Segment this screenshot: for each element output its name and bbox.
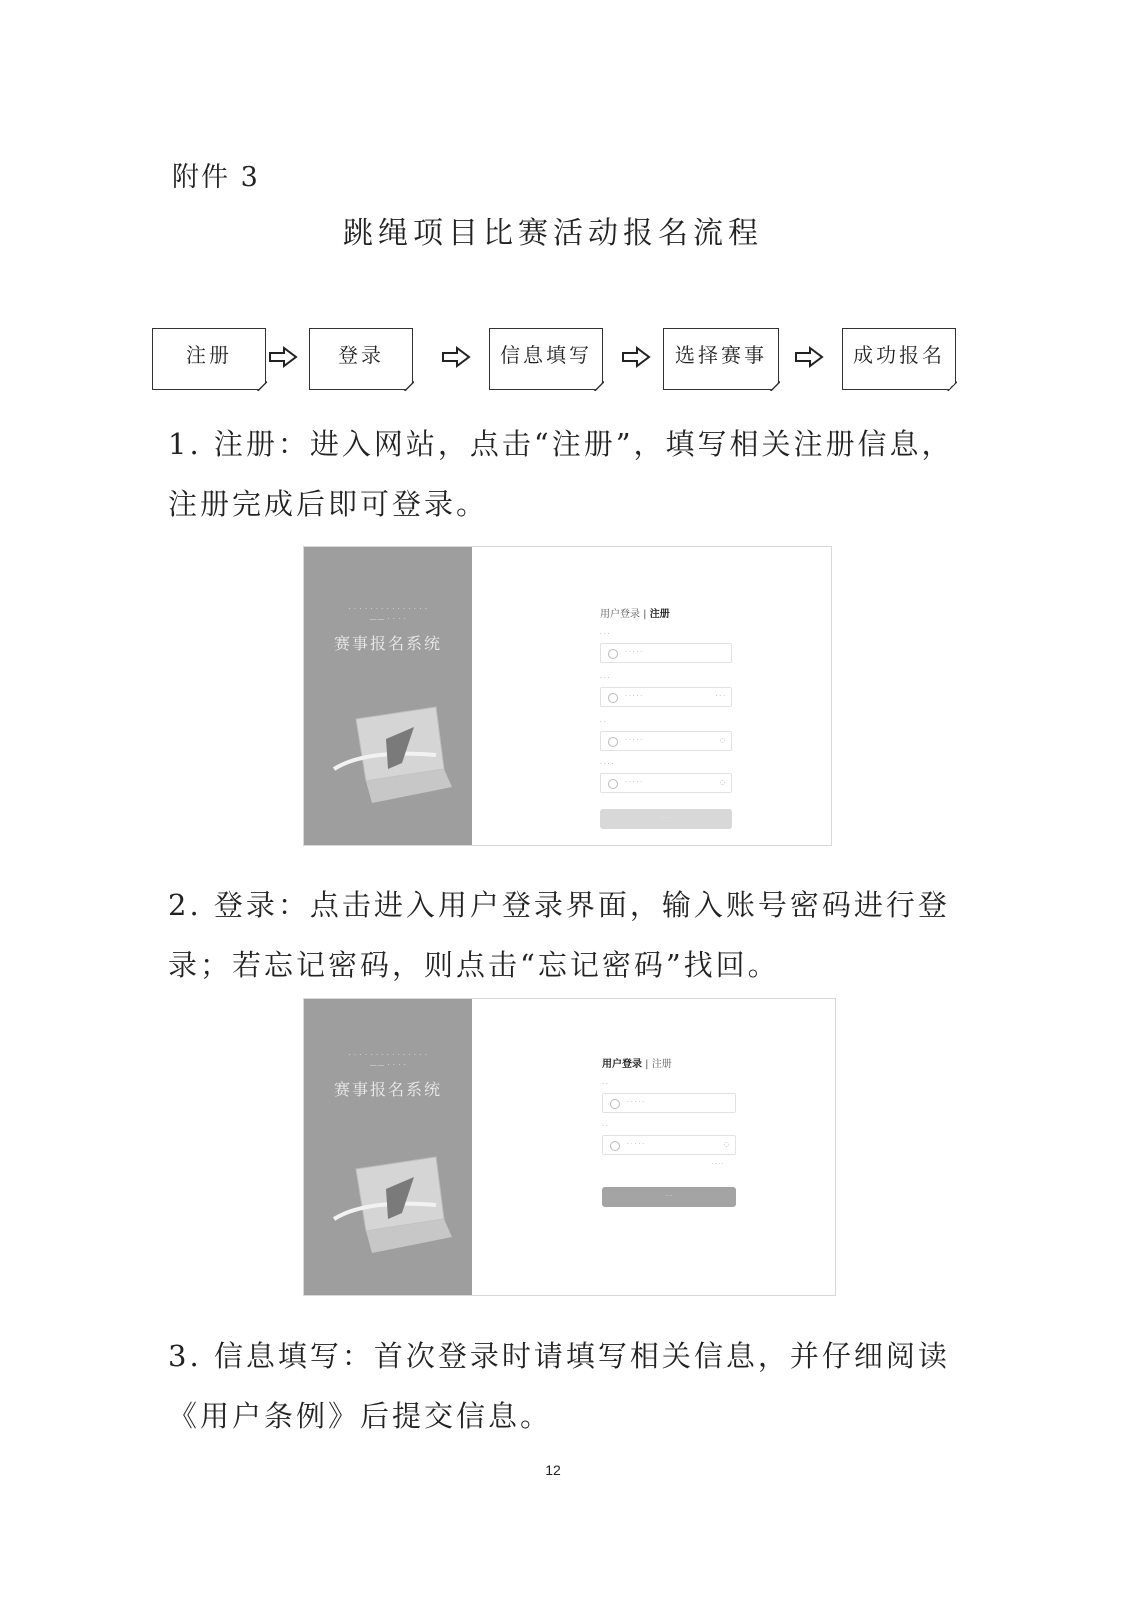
field-label: · ·: [602, 1081, 608, 1088]
register-screenshot: [303, 546, 832, 846]
flow-arrow-icon: [794, 346, 824, 368]
password-input[interactable]: · · · · · ◌: [600, 731, 732, 751]
field-label: · · · ·: [600, 761, 614, 768]
lock-icon: [608, 737, 618, 747]
page-number: 12: [545, 1462, 561, 1478]
tab-register[interactable]: 注册: [649, 609, 670, 620]
field-label: · · ·: [600, 631, 610, 638]
username-input[interactable]: · · · · ·: [600, 643, 732, 663]
field-label: · ·: [600, 719, 606, 726]
confirm-password-input[interactable]: · · · · · ◌: [600, 773, 732, 793]
user-icon: [608, 649, 618, 659]
screenshot-banner: · · · · · · · · · · · · · · · —— · · · · 赛事报名系统: [304, 547, 472, 845]
flow-step-success: 成功报名: [842, 328, 956, 390]
auth-tabs: 用户登录 | 注册: [602, 1059, 672, 1070]
flow-arrow-icon: [441, 346, 471, 368]
phone-icon: [608, 693, 618, 703]
user-icon: [610, 1099, 620, 1109]
section-3-text: 3. 信息填写：首次登录时请填写相关信息，并仔细阅读《用户条例》后提交信息。: [168, 1339, 950, 1433]
tab-register[interactable]: 注册: [651, 1059, 672, 1070]
register-button[interactable]: · · ·: [600, 809, 732, 829]
field-label: · · ·: [600, 675, 610, 682]
attachment-label: 附件 3: [172, 162, 260, 193]
login-button[interactable]: · ·: [602, 1187, 736, 1207]
flow-arrow-icon: [268, 346, 298, 368]
forgot-password-link[interactable]: · · · ·: [712, 1161, 724, 1167]
system-title: 赛事报名系统: [333, 634, 442, 653]
tab-login[interactable]: 用户登录: [600, 609, 640, 620]
lock-icon: [610, 1141, 620, 1151]
screenshot-banner: · · · · · · · · · · · · · · · —— · · · · 赛事报名系统: [304, 999, 472, 1295]
phone-input[interactable]: · · · · · · · ·: [600, 687, 732, 707]
section-2-text: 2. 登录：点击进入用户登录界面，输入账号密码进行登录；若忘记密码，则点击“忘记密码”找回。: [168, 888, 950, 982]
laptop-illustration: [326, 699, 456, 809]
flow-arrow-icon: [621, 346, 651, 368]
lock-icon: [608, 779, 618, 789]
flow-step-select-event: 选择赛事: [663, 328, 779, 390]
flow-step-info: 信息填写: [489, 328, 603, 390]
flow-step-register: 注册: [152, 328, 266, 390]
password-input[interactable]: · · · · · ◌: [602, 1135, 736, 1155]
document-title: 跳绳项目比赛活动报名流程: [343, 216, 763, 251]
login-screenshot: [303, 998, 836, 1296]
account-input[interactable]: · · · · ·: [602, 1093, 736, 1113]
system-title: 赛事报名系统: [333, 1080, 442, 1099]
flow-step-login: 登录: [309, 328, 413, 390]
section-1-text: 1. 注册：进入网站，点击“注册”，填写相关注册信息，注册完成后即可登录。: [168, 427, 954, 521]
auth-tabs: 用户登录 | 注册: [600, 609, 670, 620]
tab-login[interactable]: 用户登录: [602, 1059, 642, 1070]
field-label: · ·: [602, 1123, 608, 1130]
laptop-illustration: [326, 1149, 456, 1259]
